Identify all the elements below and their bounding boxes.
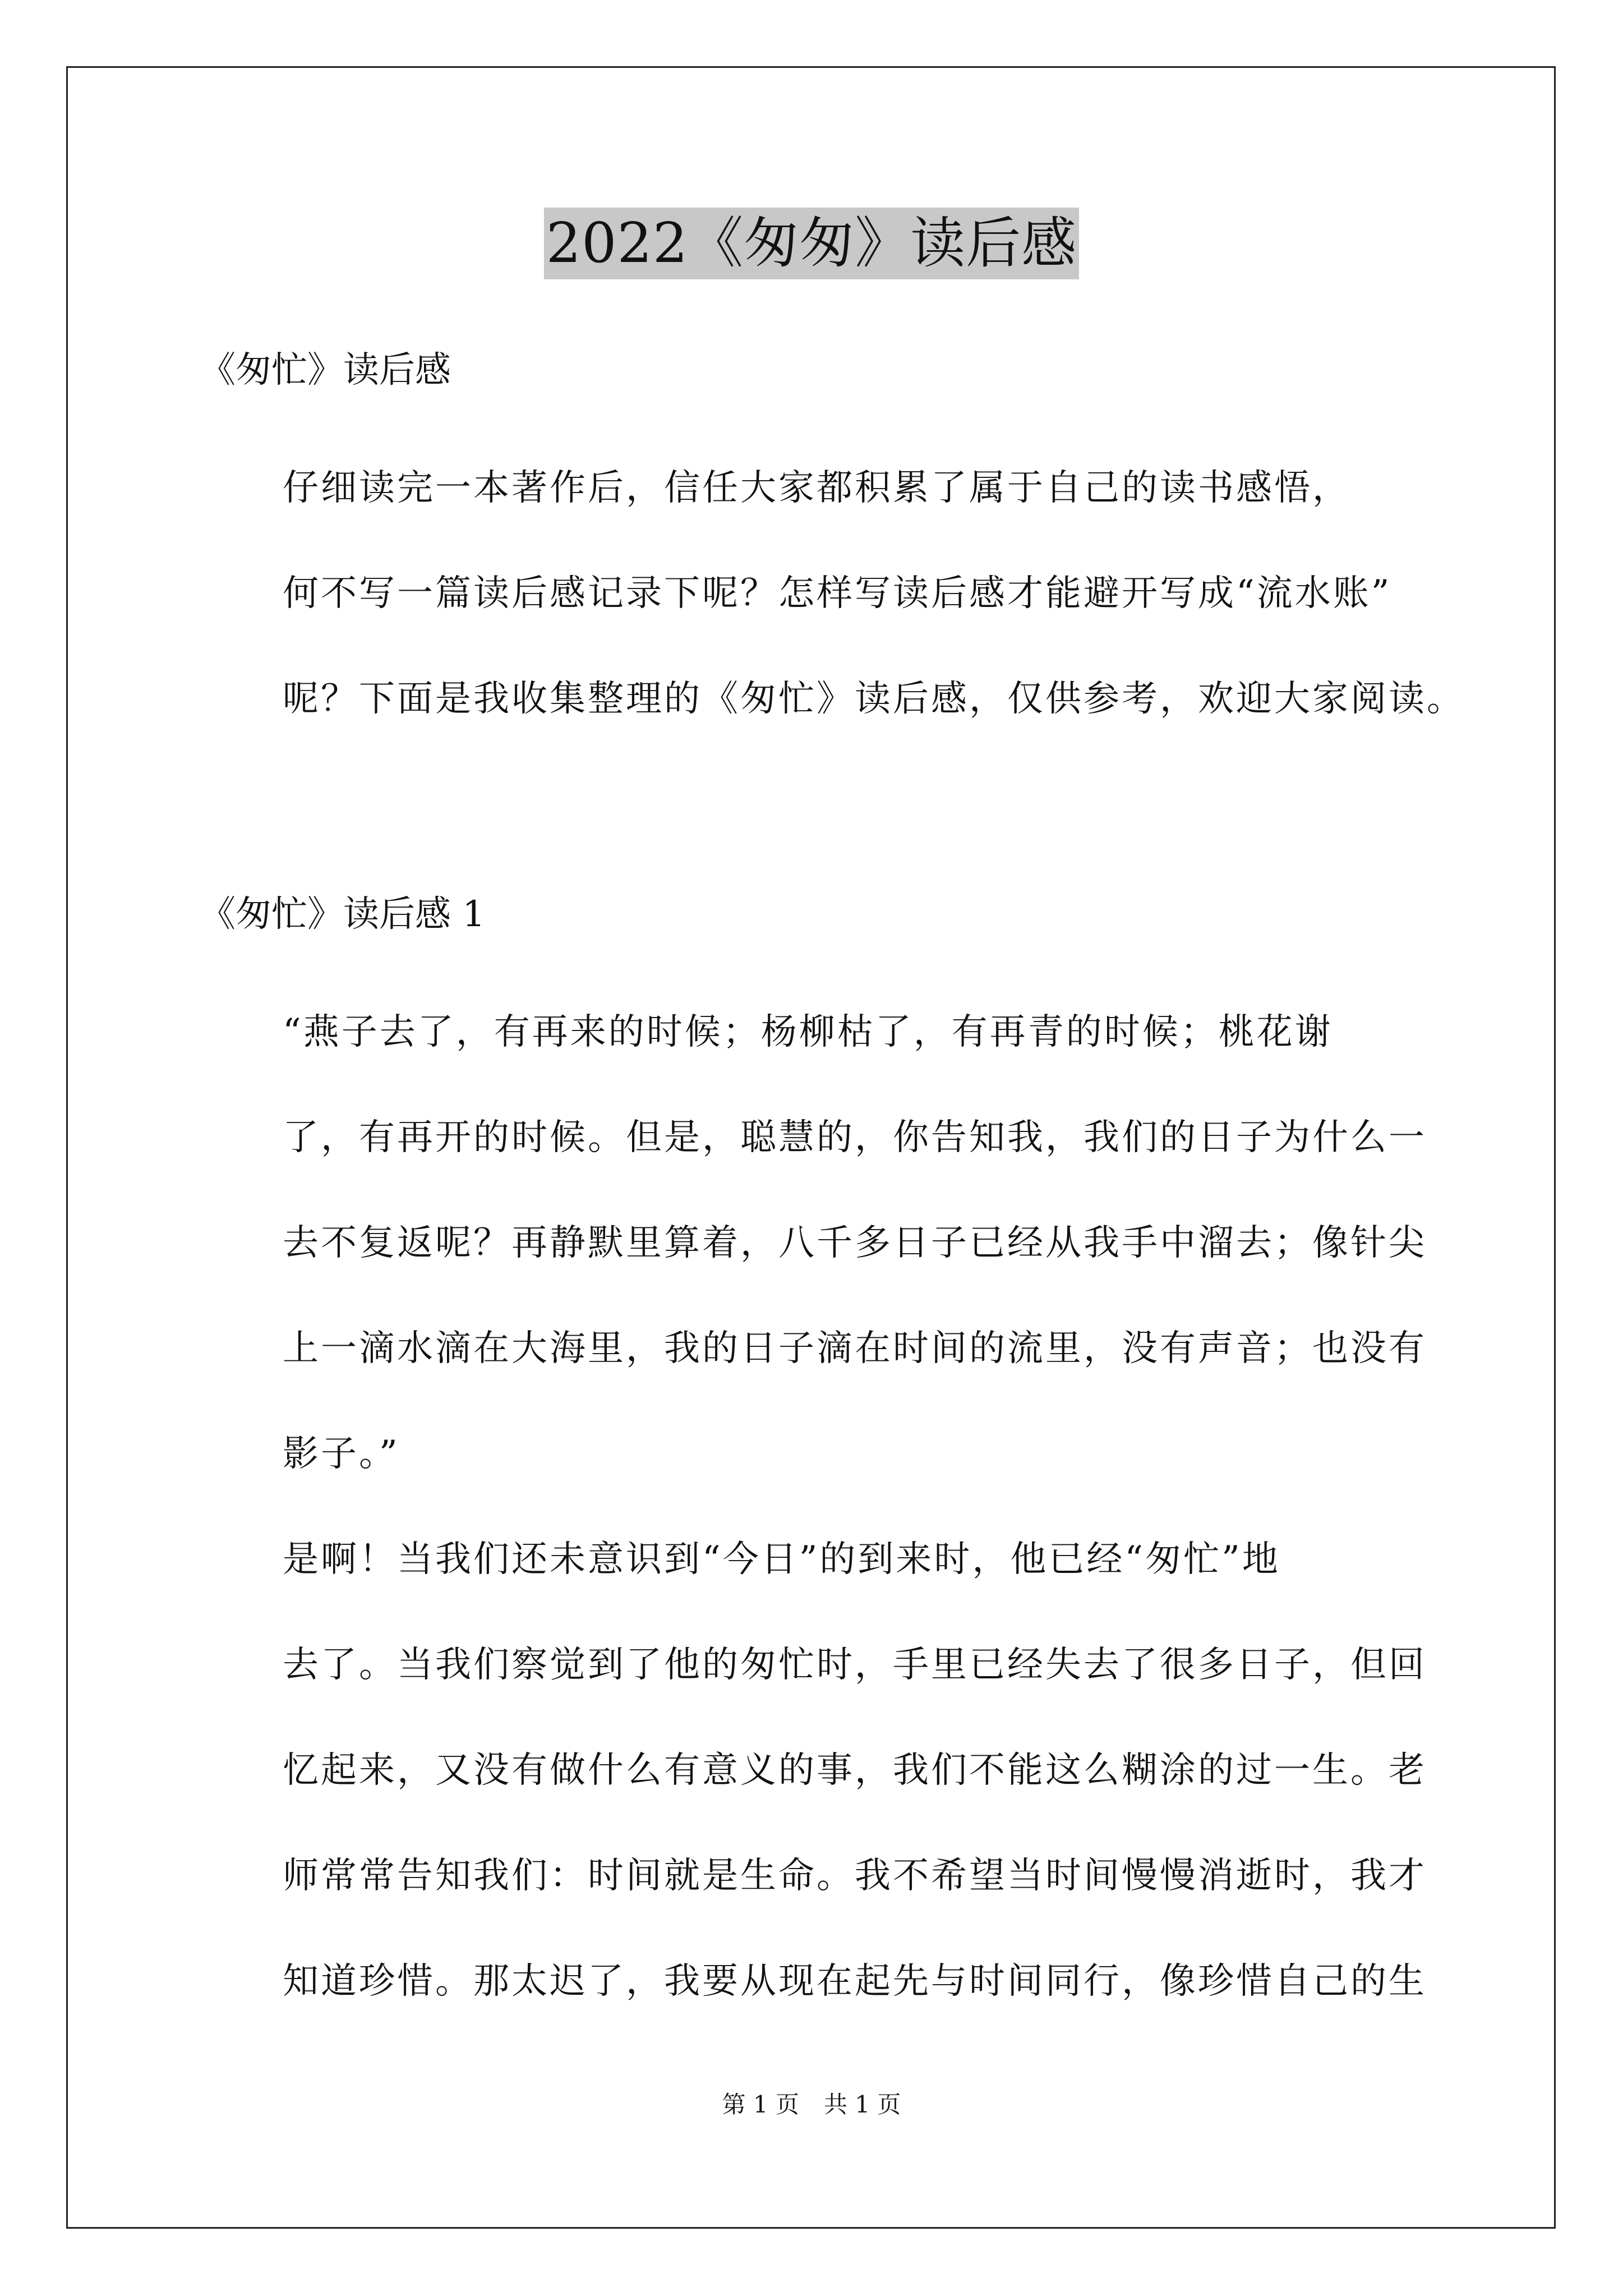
- paragraph-line: 是啊！当我们还未意识到“今日”的到来时，他已经“匆忙”地: [283, 1539, 1280, 1580]
- title-container: [0, 208, 1623, 279]
- section-1-heading-wrap: [200, 887, 1428, 941]
- section-1-heading: 《匆忙》读后感 1: [200, 894, 486, 935]
- paragraph-line: 知道珍惜。那太迟了，我要从现在起先与时间同行，像珍惜自己的生: [283, 1961, 1427, 2002]
- page-total: 共 1 页: [824, 2091, 901, 2118]
- paragraph-line: 师常常告知我们：时间就是生命。我不希望当时间慢慢消逝时，我才: [283, 1855, 1427, 1897]
- paragraph-line: 上一滴水滴在大海里，我的日子滴在时间的流里，没有声音；也没有: [283, 1328, 1427, 1369]
- intro-line: 呢？下面是我收集整理的《匆忙》读后感，仅供参考，欢迎大家阅读。: [283, 678, 1465, 720]
- paragraph-line: 去了。当我们察觉到了他的匆忙时，手里已经失去了很多日子，但回: [283, 1644, 1427, 1686]
- intro-text: [200, 435, 1465, 752]
- intro-heading: 《匆忙》读后感: [200, 349, 451, 391]
- intro-section: [200, 343, 1428, 397]
- paragraph-2: [200, 1507, 1428, 2034]
- paragraph-line: 影子。”: [283, 1433, 400, 1475]
- document-title: 2022《匆匆》读后感: [544, 208, 1079, 279]
- page-footer: [0, 2088, 1623, 2122]
- paragraph-line: 去不复返呢？再静默里算着，八千多日子已经从我手中溜去；像针尖: [283, 1222, 1427, 1264]
- page-number: 第 1 页: [722, 2091, 799, 2118]
- intro-line: 仔细读完一本著作后，信任大家都积累了属于自己的读书感悟，: [283, 467, 1350, 509]
- intro-paragraph: [200, 435, 1465, 752]
- intro-line: 何不写一篇读后感记录下呢？怎样写读后感才能避开写成“流水账”: [283, 573, 1392, 614]
- paragraph-line: 了，有再开的时候。但是，聪慧的，你告知我，我们的日子为什么一: [283, 1117, 1427, 1158]
- paragraph-line: 忆起来，又没有做什么有意义的事，我们不能这么糊涂的过一生。老: [283, 1750, 1427, 1791]
- paragraph-2-text: [200, 1507, 1428, 2034]
- paragraph-line: “燕子去了，有再来的时候；杨柳枯了，有再青的时候；桃花谢: [283, 1011, 1333, 1053]
- paragraph-1-text: [200, 979, 1428, 1507]
- paragraph-1: [200, 979, 1428, 1507]
